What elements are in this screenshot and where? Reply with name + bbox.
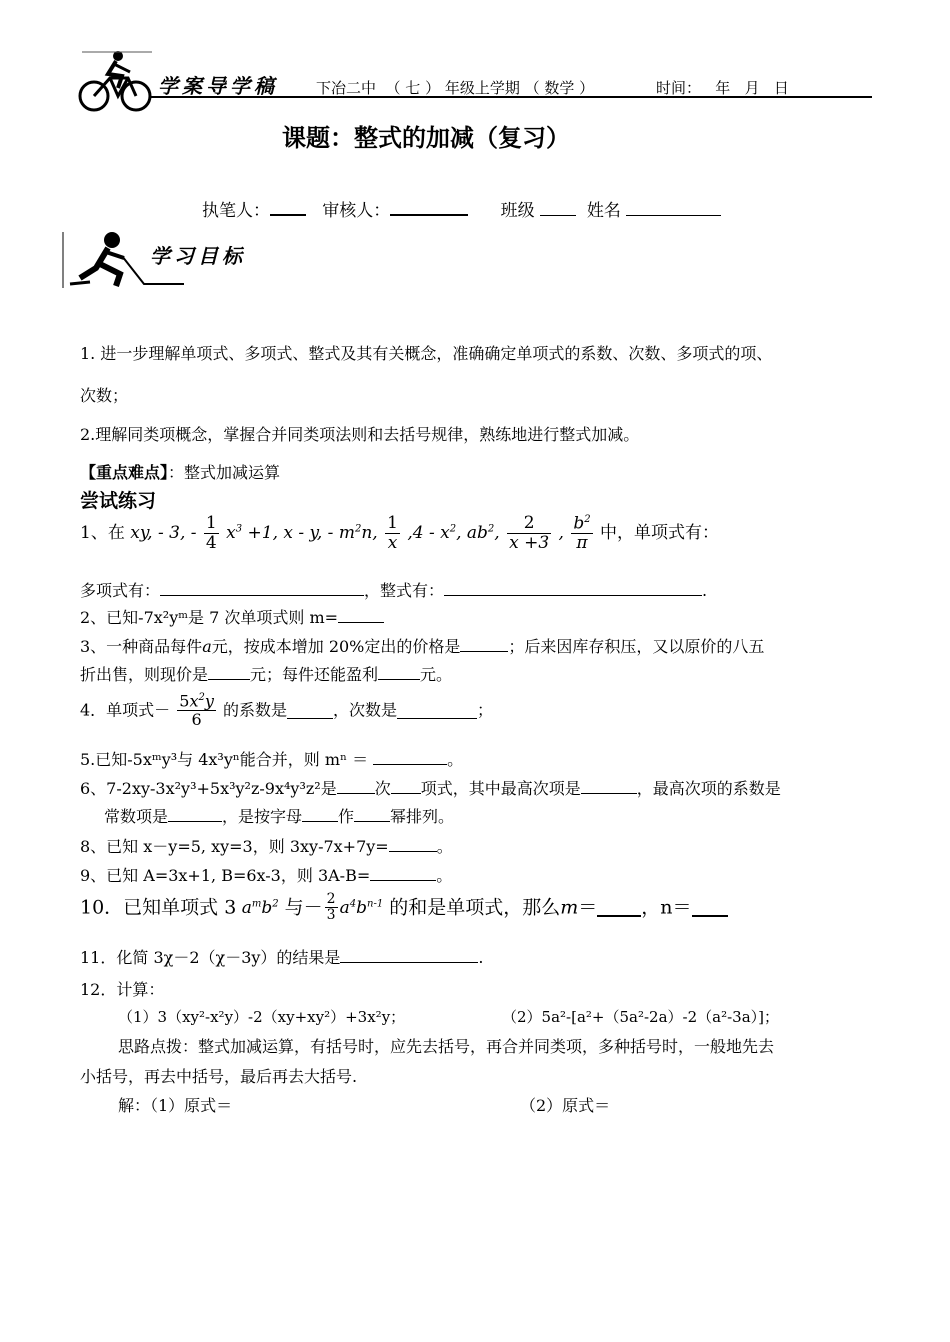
- q4-text-c: ，次数是: [333, 700, 398, 720]
- q8-blank[interactable]: [389, 835, 437, 852]
- q1-frac-b2pi: $\frac{b^2}{\pi}$: [573, 513, 591, 554]
- goals-heading: 学习目标: [150, 244, 246, 268]
- q3-blank-1[interactable]: [460, 635, 508, 652]
- question-4: [80, 692, 493, 729]
- q2-text: 2、已知-7x²yᵐ是 7 次单项式则 m=: [80, 608, 339, 627]
- class-blank[interactable]: [540, 199, 576, 216]
- brand-title: 学案导学稿: [158, 74, 278, 98]
- q1-expression: xy, - 3, -: [130, 523, 197, 544]
- q10-text-c: 的和是单项式，那么: [389, 896, 561, 919]
- q6-text-b: 次: [374, 779, 391, 798]
- page-title: 课题：整式的加减（复习）: [282, 124, 570, 152]
- q12-part-2: （2）5a²-[a²+（5a²-2a）-2（a²-3a）]；: [502, 1008, 780, 1026]
- q1-whole-blank[interactable]: [444, 579, 702, 596]
- class-label: 班级: [500, 201, 535, 221]
- q1-suffix: 中，单项式有：: [600, 523, 720, 544]
- q3-text-f: 元；每件还能盈利: [250, 665, 379, 684]
- q6-text-a: 6、7-2xy-3x²y³+5x³y²z-9x⁴y³z²是: [80, 779, 337, 798]
- q6-blank-3[interactable]: [581, 777, 637, 794]
- q2-blank[interactable]: [338, 606, 384, 623]
- q12-part-1: （1）3（xy²-x²y）-2（xy+xy²）+3x²y；: [118, 1008, 406, 1026]
- question-10: [80, 892, 728, 924]
- q10-blank-m[interactable]: [597, 899, 641, 917]
- q4-text-a: 4．单项式－: [80, 700, 171, 720]
- date-info: 时间： 年 月 日: [656, 79, 789, 97]
- q10-term-1: $a^mb^2$: [236, 897, 279, 918]
- key-points: [80, 460, 280, 483]
- question-3: [80, 634, 764, 657]
- q9-end: 。: [436, 866, 453, 885]
- question-6-line-2: [104, 804, 454, 827]
- q6-text-h: 幂排列。: [390, 807, 455, 826]
- hint-line-2: 小括号，再去中括号，最后再去大括号.: [80, 1067, 358, 1086]
- q3-var-a: a: [202, 637, 212, 656]
- q3-text-c: 元，按成本增加 20%定出的价格是: [211, 637, 461, 656]
- key-points-label: 【重点难点】: [80, 463, 169, 482]
- name-label: 姓名: [586, 201, 621, 221]
- q10-text-a: 10．已知单项式 3: [80, 896, 237, 919]
- q4-text-b: 的系数是: [223, 700, 288, 720]
- q1-expression-3: $,4 - x^2$, $ab^2$,: [407, 523, 500, 544]
- question-1: 1、在 xy, - 3, - $\frac{1}{4}$ $x^3 +1$, x - y, - $m^2n$, $\frac{1}{x}$ $,4 - x^2$, $ab^2$, $\frac{2}{x +3}$ , $\frac{b^2}{\pi}$ 中，单项式有：: [80, 513, 720, 554]
- question-9: [80, 863, 452, 886]
- solution-1: 解：（1）原式＝: [118, 1096, 233, 1115]
- cyclist-logo: [78, 48, 154, 114]
- q1-expression-2: $x^3 +1$, x - y, - $m^2n$,: [226, 523, 378, 544]
- q10-text-f: ，n＝: [641, 896, 692, 919]
- q4-frac: $\frac{5x^2y}{6}$: [179, 691, 214, 729]
- q11-end: .: [478, 948, 484, 967]
- reviewer-blank[interactable]: [390, 198, 468, 216]
- q1-poly-blank[interactable]: [160, 579, 364, 596]
- q10-blank-n[interactable]: [692, 899, 728, 917]
- question-6: [80, 776, 781, 799]
- question-12: 12．计算：: [80, 980, 165, 999]
- reviewer-label: 审核人：: [322, 201, 391, 221]
- q3-text-a: 3、一种商品每件: [80, 637, 203, 656]
- q4-text-d: ；: [477, 700, 494, 720]
- q6-blank-4[interactable]: [168, 805, 222, 822]
- q3-text-d: ；后来因库存积压，又以原价的八五: [508, 637, 765, 656]
- practice-heading: 尝试练习: [80, 490, 157, 512]
- q6-text-d: ，最高次项的系数是: [636, 779, 781, 798]
- q1-line-2: [80, 578, 707, 601]
- q6-text-c: 项式，其中最高次项是: [420, 779, 581, 798]
- q11-blank[interactable]: [340, 946, 478, 963]
- q4-blank-2[interactable]: [397, 702, 477, 719]
- q10-frac: $\frac{2}{3}$: [326, 891, 336, 924]
- q6-blank-6[interactable]: [354, 805, 390, 822]
- q6-text-g: 作: [338, 807, 355, 826]
- name-blank[interactable]: [626, 199, 721, 216]
- question-11: [80, 945, 484, 968]
- question-5: [80, 747, 463, 770]
- q6-text-f: ，是按字母: [222, 807, 303, 826]
- goal-2: 2.理解同类项概念，掌握合并同类项法则和去括号规律，熟练地进行整式加减。: [80, 425, 640, 444]
- q9-blank[interactable]: [370, 864, 436, 881]
- key-points-text: ：整式加减运算: [168, 463, 281, 482]
- q10-term-2: $a^4b^{n-1}$: [339, 897, 384, 918]
- q10-text-b: 与－: [284, 896, 323, 919]
- q11-text: 11．化简 3χ－2（χ－3y）的结果是: [80, 948, 341, 967]
- q1-end: .: [702, 581, 708, 600]
- q6-text-e: 常数项是: [104, 807, 169, 826]
- q5-blank[interactable]: [373, 748, 447, 765]
- header-rule: [150, 96, 872, 98]
- q10-text-e: ＝: [578, 896, 598, 919]
- q5-text: 5.已知-5xᵐy³与 4x³yⁿ能合并，则 mⁿ ＝: [80, 750, 369, 769]
- q1-frac-x3: $\frac{2}{x +3}$: [509, 513, 550, 554]
- q1-whole-label: ，整式有：: [364, 581, 445, 600]
- goal-1a: 1. 进一步理解单项式、多项式、整式及其有关概念，准确确定单项式的系数、次数、多项式的项、: [80, 344, 773, 363]
- q1-poly-label: 多项式有：: [80, 581, 161, 600]
- question-2: [80, 605, 384, 628]
- question-3-line-2: [80, 662, 452, 685]
- goal-1b: 次数；: [80, 386, 129, 405]
- q6-blank-2[interactable]: [391, 777, 421, 794]
- q1-prefix: 1、在: [80, 523, 125, 544]
- q5-end: 。: [447, 750, 464, 769]
- authors-line: [202, 196, 721, 221]
- q3-blank-3[interactable]: [378, 663, 420, 680]
- school-info: 下冶二中 （ 七 ） 年级上学期 （ 数学 ）: [316, 79, 595, 97]
- q3-blank-2[interactable]: [208, 663, 250, 680]
- q3-text-e: 折出售，则现价是: [80, 665, 209, 684]
- writer-blank[interactable]: [270, 198, 306, 216]
- writer-label: 执笔人：: [202, 201, 270, 221]
- question-8: [80, 834, 453, 857]
- q4-blank-1[interactable]: [287, 702, 333, 719]
- solution-2: （2）原式＝: [520, 1096, 611, 1115]
- q3-text-g: 元。: [420, 665, 453, 684]
- q9-text: 9、已知 A=3x+1, B=6x-3，则 3A-B=: [80, 866, 371, 885]
- q6-blank-1[interactable]: [337, 777, 375, 794]
- q8-end: 。: [436, 837, 453, 856]
- q8-text: 8、已知 x－y=5, xy=3，则 3xy-7x+7y=: [80, 837, 389, 856]
- q10-var-m: m: [560, 896, 579, 919]
- q1-frac-inv-x: $\frac{1}{x}$: [387, 513, 398, 554]
- hint-line-1: 思路点拨：整式加减运算，有括号时，应先去括号，再合并同类项，多种括号时，一般地先去: [118, 1037, 775, 1056]
- q6-blank-5[interactable]: [302, 805, 338, 822]
- q1-frac-quarter: $\frac{1}{4}$: [205, 513, 217, 554]
